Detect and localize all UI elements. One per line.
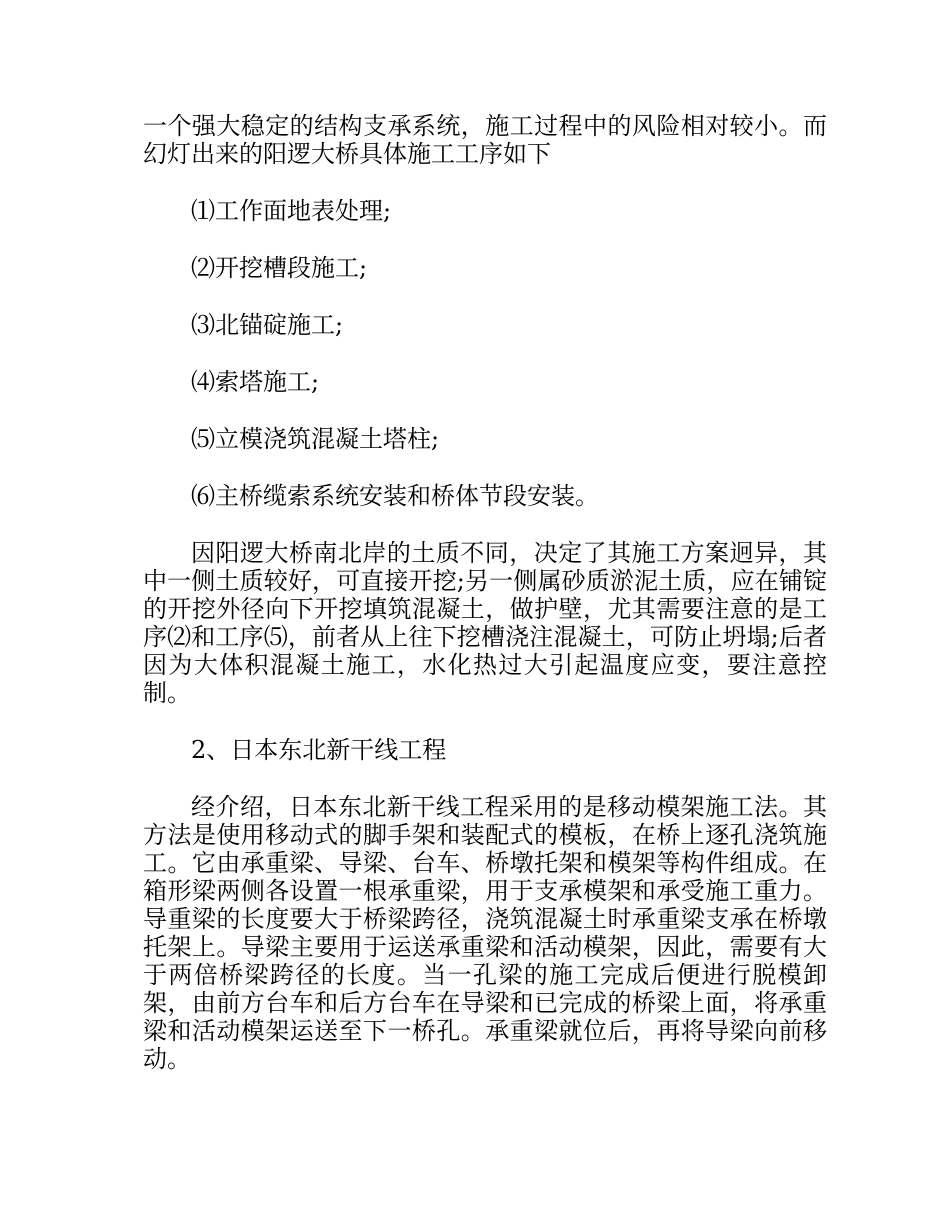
list-item-step-6: ⑹主桥缆索系统安装和桥体节段安装。 [191,482,599,510]
paragraph-japan-method: 经介绍，日本东北新干线工程采用的是移动模架施工法。其方法是使用移动式的脚手架和装配式的模板，在桥上逐孔浇筑施工。它由承重梁、导梁、台车、桥墩托架和模架等构件组成。在箱形梁两侧各设置一根承重梁，用于支承模架和承受施工重力。导重梁的长度要大于桥梁跨径，浇筑混凝土时承重梁支承在桥墩托架上。导梁主要用于运送承重梁和活动模架，因此，需要有大于两倍桥梁跨径的长度。当一孔梁的施工完成后便进行脱模卸架，由前方台车和后方台车在导梁和已完成的桥梁上面，将承重梁和活动模架运送至下一桥孔。承重梁就位后，再将导梁向前移动。 [143,793,827,1073]
section-heading-japan: 2、日本东北新干线工程 [191,736,447,764]
paragraph-intro: 一个强大稳定的结构支承系统，施工过程中的风险相对较小。而幻灯出来的阳逻大桥具体施工工序如下 [143,112,827,168]
list-item-step-3: ⑶北锚碇施工; [191,311,344,339]
paragraph-soil-analysis: 因阳逻大桥南北岸的土质不同，决定了其施工方案迥异，其中一侧土质较好，可直接开挖;另一侧属砂质淤泥土质，应在铺锭的开挖外径向下开挖填筑混凝土，做护壁，尤其需要注意的是工序⑵和工序⑸，前者从上往下挖槽浇注混凝土，可防止坍塌;后者因为大体积混凝土施工，水化热过大引起温度应变，要注意控制。 [143,539,827,707]
list-item-step-5: ⑸立模浇筑混凝土塔柱; [191,425,440,453]
list-item-step-2: ⑵开挖槽段施工; [191,254,368,282]
list-item-step-4: ⑷索塔施工; [191,368,320,396]
document-body [143,112,827,1073]
list-item-step-1: ⑴工作面地表处理; [191,197,392,225]
